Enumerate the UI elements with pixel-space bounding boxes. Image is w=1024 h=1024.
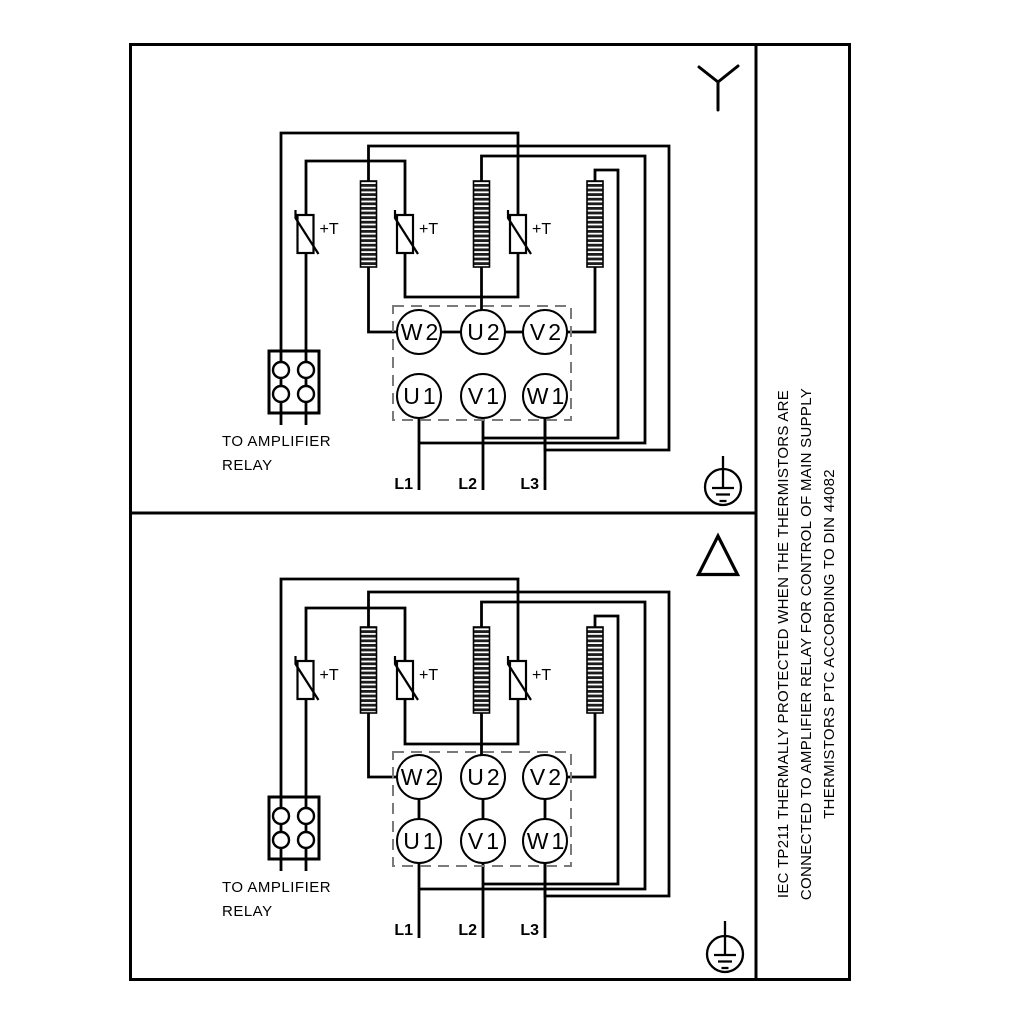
- wire-thermistor2-to-thermistor1: [306, 161, 405, 215]
- earth-ground-icon: [705, 456, 741, 505]
- supply-line-label: L3: [520, 922, 539, 939]
- delta-relay-box: [269, 797, 319, 859]
- supply-line-label: L1: [394, 922, 413, 939]
- wire-coil3-to-V2: [567, 267, 595, 332]
- wire-thermistor2-to-thermistor1: [306, 608, 405, 661]
- thermistor-label: +T: [532, 667, 552, 684]
- side-note-line: THERMISTORS PTC ACCORDING TO DIN 44082: [820, 469, 838, 819]
- terminal-label: W1: [526, 828, 568, 854]
- terminal-label: V1: [467, 383, 503, 409]
- coil-icon: [361, 181, 377, 267]
- relay-label-line2: RELAY: [222, 457, 273, 474]
- thermistor-icon: [508, 210, 551, 254]
- star-connection-icon: [699, 66, 738, 110]
- side-note-line: IEC TP211 THERMALLY PROTECTED WHEN THE THERMISTORS ARE: [774, 389, 792, 899]
- terminal-label: U2: [467, 319, 503, 345]
- terminal-label: W1: [526, 383, 568, 409]
- relay-label-line2: RELAY: [222, 903, 273, 920]
- thermistor-icon: [296, 656, 339, 700]
- wire-thermistor3-to-thermistor2: [405, 699, 518, 744]
- terminal-label: V2: [529, 319, 565, 345]
- side-note: [770, 359, 842, 929]
- relay-label-line1: TO AMPLIFIER: [222, 433, 332, 450]
- thermistor-label: +T: [419, 221, 439, 238]
- terminal-label: V1: [467, 828, 503, 854]
- coil-icon: [587, 181, 603, 267]
- relay-label-line1: TO AMPLIFIER: [222, 879, 332, 896]
- supply-line-label: L2: [458, 476, 477, 493]
- delta-bridge-links: [419, 799, 545, 819]
- supply-line-label: L1: [394, 476, 413, 493]
- delta-connection-icon: [699, 536, 738, 575]
- coil-icon: [361, 627, 377, 713]
- coil-icon: [474, 181, 490, 267]
- earth-ground-icon: [707, 921, 743, 972]
- side-note-line: CONNECTED TO AMPLIFIER RELAY FOR CONTROL OF MAIN SUPPLY: [797, 387, 815, 901]
- terminal-label: W2: [400, 319, 442, 345]
- panel-star: [222, 66, 741, 505]
- wire-coil3-to-V2: [567, 713, 595, 777]
- thermistor-icon: [395, 210, 438, 254]
- star-thermistors: [296, 210, 552, 254]
- star-relay-box: [269, 351, 319, 413]
- supply-line-label: L3: [520, 476, 539, 493]
- panel-delta: [222, 536, 743, 972]
- supply-line-label: L2: [458, 922, 477, 939]
- thermistor-label: +T: [419, 667, 439, 684]
- thermistor-icon: [508, 656, 551, 700]
- thermistor-label: +T: [319, 667, 339, 684]
- delta-thermistors: [296, 656, 552, 700]
- terminal-label: U1: [403, 828, 439, 854]
- star-terminal-board: [393, 306, 571, 420]
- wire-thermistor3-to-thermistor2: [405, 253, 518, 297]
- thermistor-icon: [296, 210, 339, 254]
- terminal-label: W2: [400, 764, 442, 790]
- coil-icon: [474, 627, 490, 713]
- terminal-label: V2: [529, 764, 565, 790]
- coil-icon: [587, 627, 603, 713]
- terminal-label: U1: [403, 383, 439, 409]
- thermistor-label: +T: [319, 221, 339, 238]
- thermistor-label: +T: [532, 221, 552, 238]
- terminal-label: U2: [467, 764, 503, 790]
- thermistor-icon: [395, 656, 438, 700]
